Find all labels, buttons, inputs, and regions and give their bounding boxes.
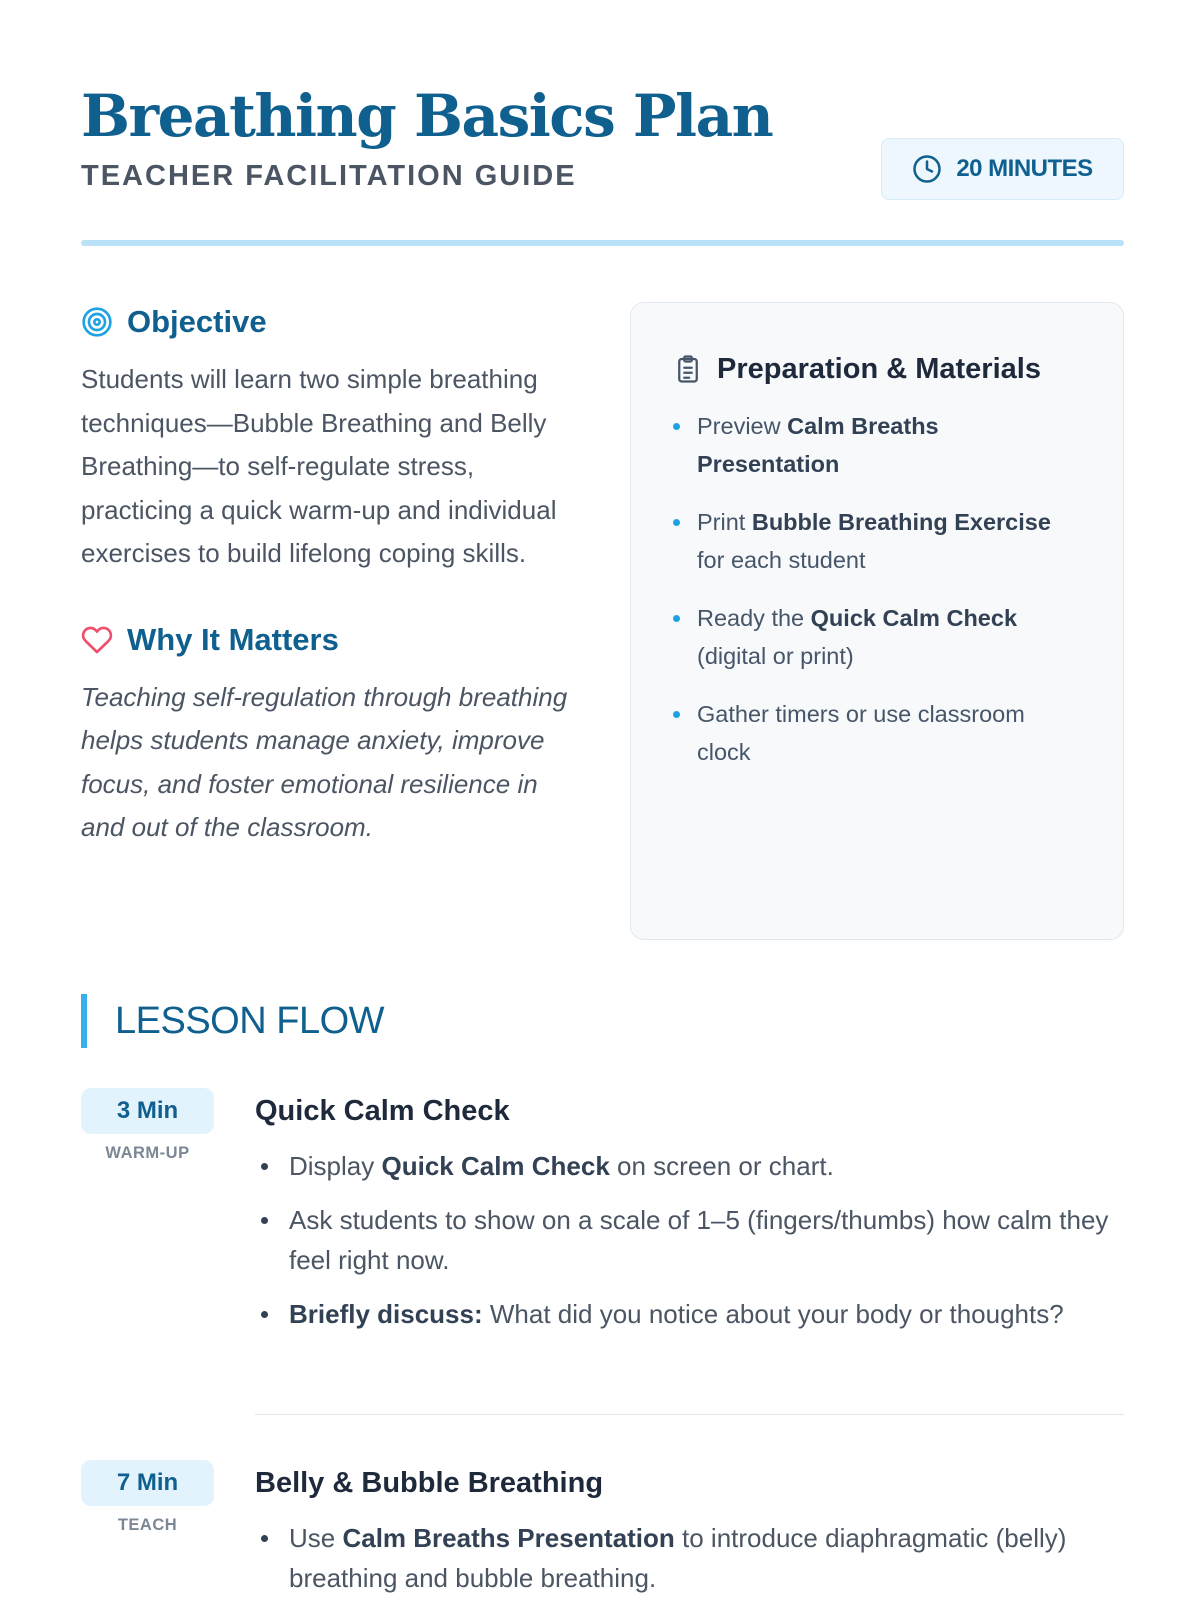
lesson-flow-title: LESSON FLOW [115,999,384,1042]
time-badge: 7 Min [81,1460,214,1506]
prep-list [673,407,1083,771]
left-column [81,300,581,850]
target-icon [81,306,113,338]
page-subtitle: TEACHER FACILITATION GUIDE [81,160,577,192]
step-bullets [255,1518,1124,1598]
step-title: Belly & Bubble Breathing [255,1467,604,1499]
step-bullet: Display Quick Calm Check on screen or chart. [255,1146,1124,1186]
prep-item: Gather timers or use classroom clock [673,695,1083,771]
step-bullet: Briefly discuss: What did you notice about your body or thoughts? [255,1294,1124,1334]
header-divider [81,240,1124,246]
prep-title: Preparation & Materials [717,352,1041,385]
page-title: Breathing Basics Plan [81,82,773,150]
why-title: Why It Matters [127,621,339,657]
objective-text: Students will learn two simple breathing techniques—Bubble Breathing and Belly Breathing—to self-regulate stress, practicing a quick warm-up and individual exercises to build lifelong coping skills. [81,364,557,568]
phase-label: TEACH [117,1516,178,1534]
heart-icon [81,624,113,656]
step-divider [255,1414,1124,1415]
why-heading [81,618,581,662]
prep-item: Ready the Quick Calm Check (digital or print) [673,599,1083,675]
prep-heading [673,347,1083,391]
lesson-flow-heading [81,994,384,1048]
step-bullet: Use Calm Breaths Presentation to introduce diaphragmatic (belly) breathing and bubble breathing. [255,1518,1124,1598]
objective-heading [81,300,581,344]
step-body [255,1460,1124,1600]
prep-item: Print Bubble Breathing Exercise for each student [673,503,1083,579]
why-text: Teaching self-regulation through breathing helps students manage anxiety, improve focus, and foster emotional resilience in and out of the classroom. [81,681,568,842]
objective-title: Objective [127,304,267,339]
preparation-card [630,302,1124,940]
duration-badge [881,138,1124,200]
step-title: Quick Calm Check [255,1095,510,1127]
step-bullets [255,1146,1124,1334]
page-header [81,80,1124,250]
clock-icon [912,154,942,184]
clipboard-icon [673,354,703,384]
prep-item: Preview Calm Breaths Presentation [673,407,1083,483]
step-body [255,1088,1124,1348]
duration-label: 20 MINUTES [956,155,1093,182]
step-bullet: Ask students to show on a scale of 1–5 (fingers/thumbs) how calm they feel right now. [255,1200,1124,1280]
phase-label: WARM-UP [105,1144,190,1162]
time-badge: 3 Min [81,1088,214,1134]
